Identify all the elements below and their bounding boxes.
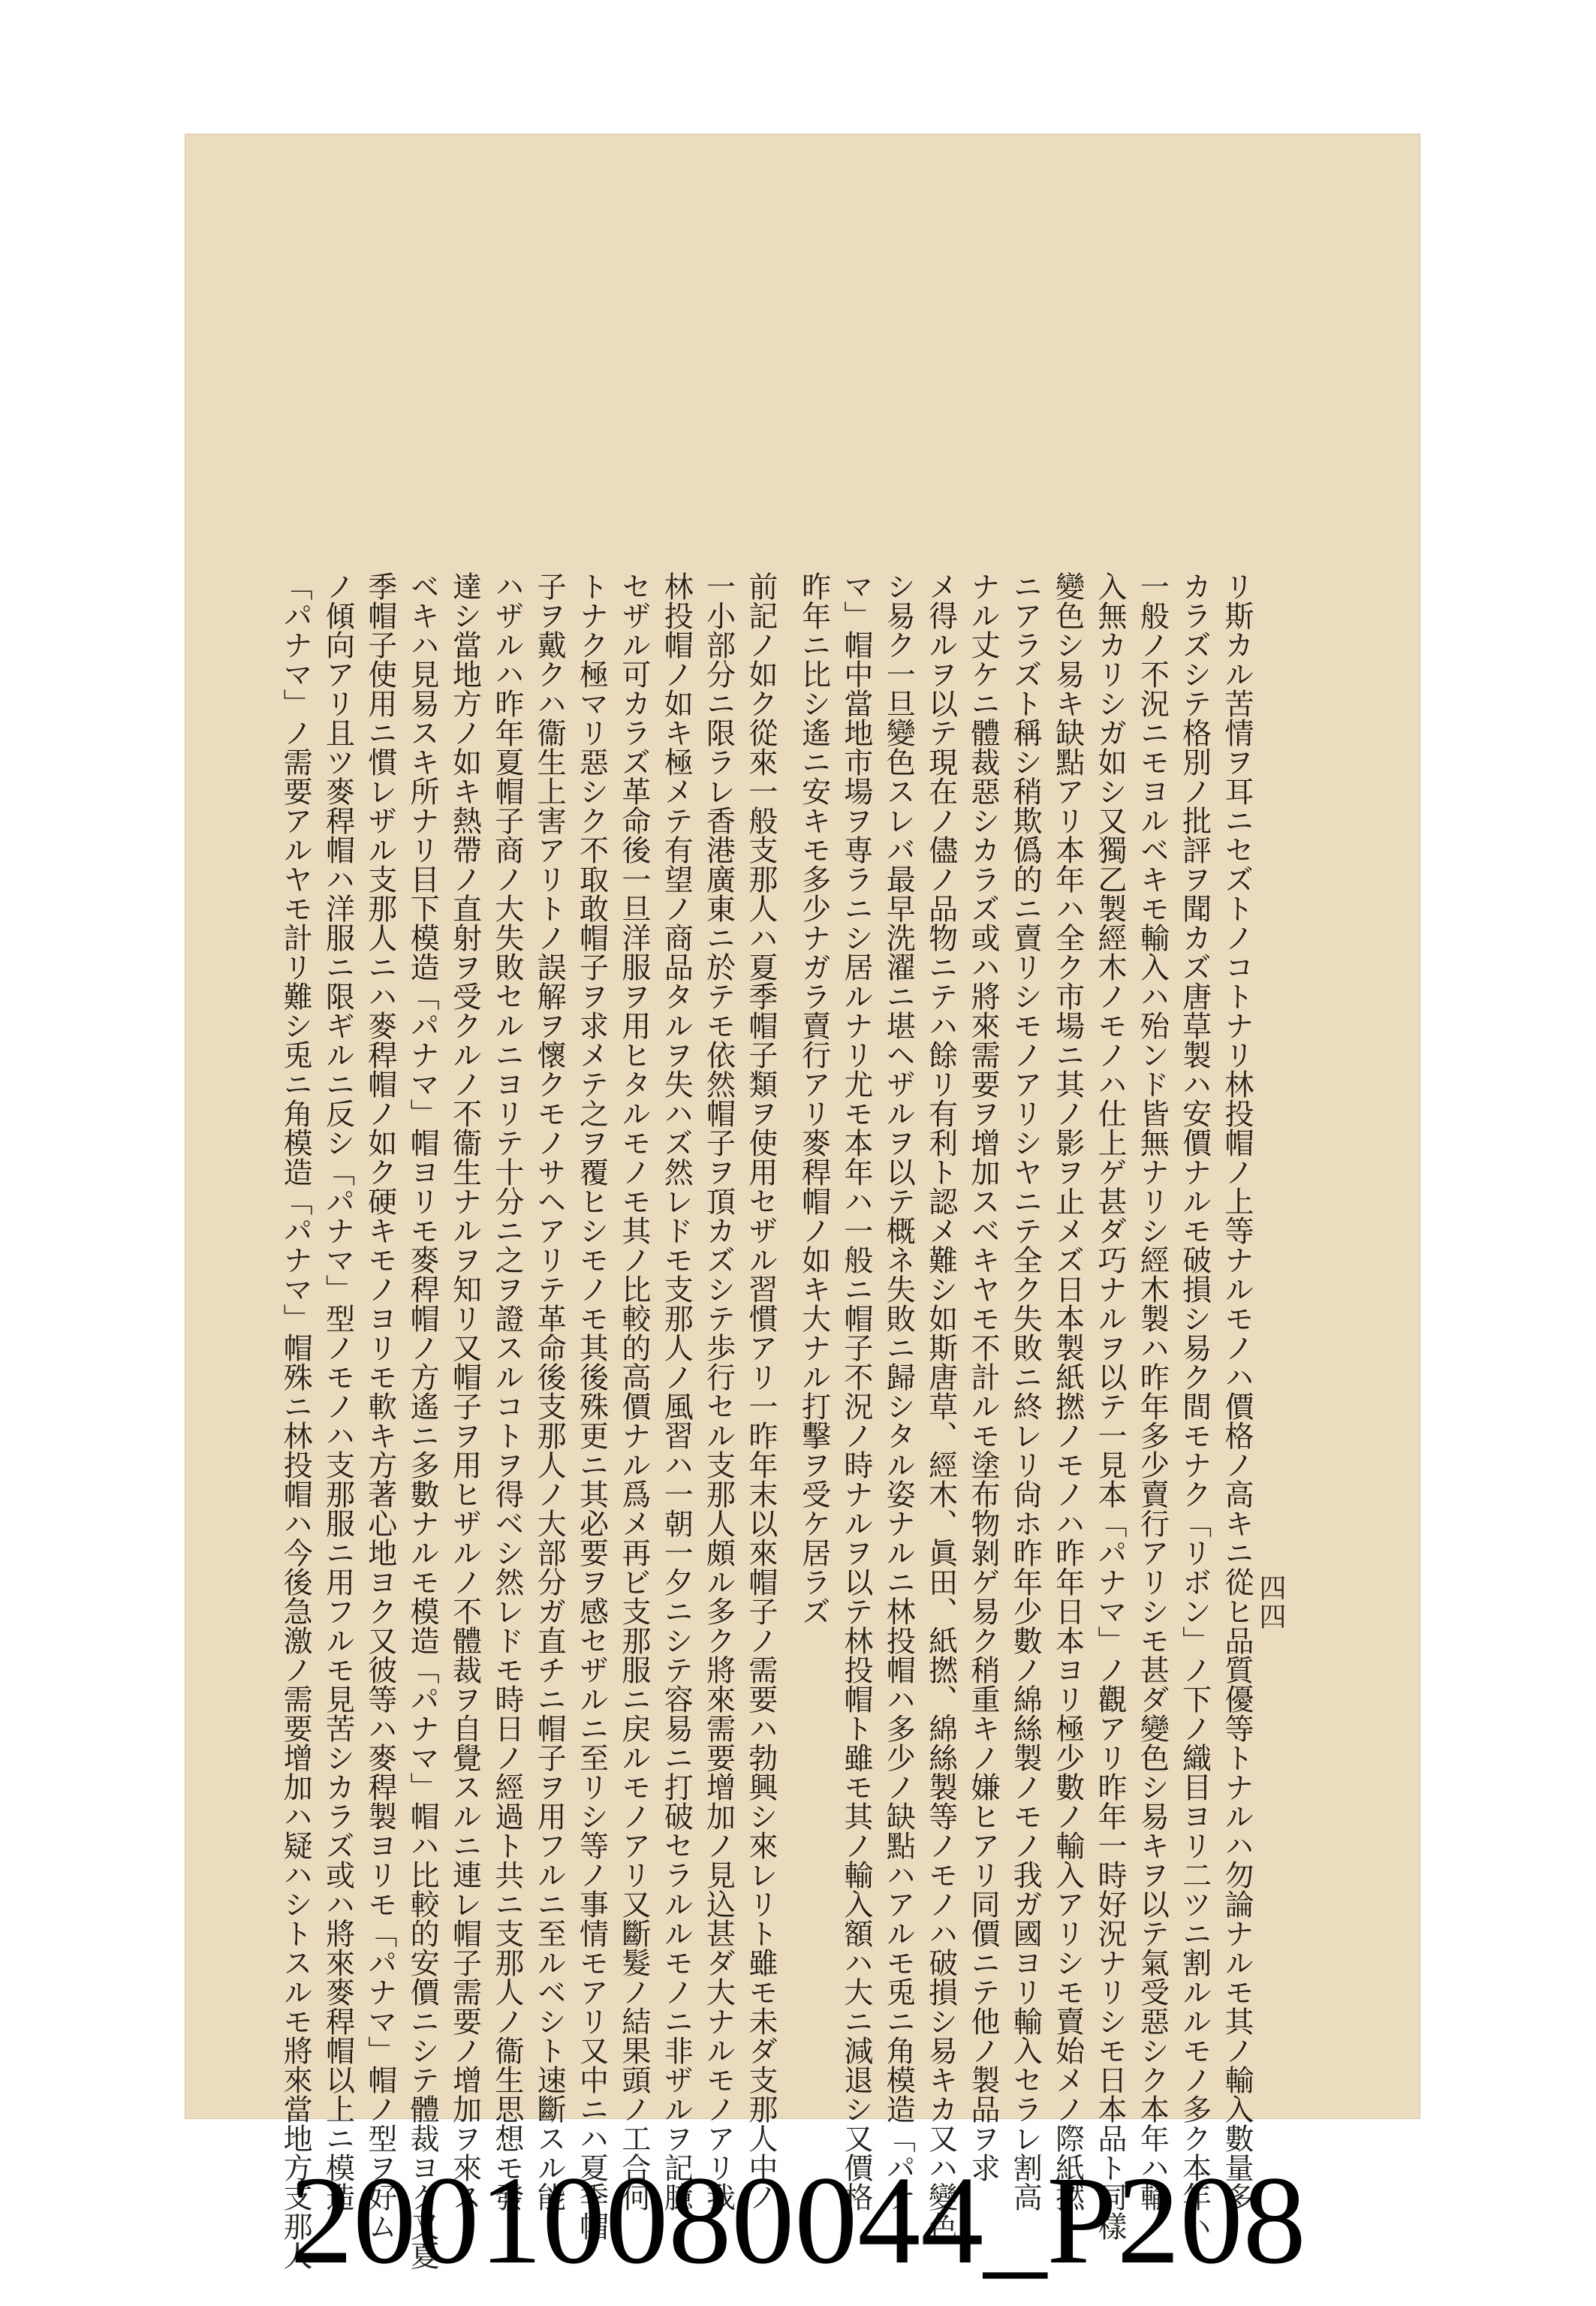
image-caption-id: 20010080044_P208 [290, 2151, 1306, 2290]
text-line: 子ヲ戴クハ衞生上害アリトノ誤解ヲ懷クモノサヘアリテ革命後支那人ノ大部分ガ直チニ帽子ヲ用フルニ至ルベシト速斷スル能 [532, 571, 567, 2211]
text-line: ノ傾向アリ且ツ麥稈帽ハ洋服ニ限ギルニ反シ「パナマ」型ノモノハ支那服ニ用フルモ見苦シカラズ或ハ將來麥稈帽以上ニ模造 [321, 571, 355, 2211]
text-line: トナク極マリ惡シク不取敢帽子ヲ求メテ之ヲ覆ヒシモノモ其後殊更ニ其必要ヲ感セザルニ至リシ等ノ事情モアリ又中ニハ夏季帽 [574, 571, 609, 2241]
text-line: リ斯カル苦情ヲ耳ニセズトノコトナリ林投帽ノ上等ナルモノハ價格ノ高キニ從ヒ品質優等トナルハ勿論ナルモ其ノ輸入數量多 [1220, 571, 1254, 2211]
text-line: 前記ノ如ク從來一般支那人ハ夏季帽子類ヲ使用セザル習慣アリ一昨年末以來帽子ノ需要ハ勃興シ來レリト雖モ未ダ支那人中ノ [743, 571, 778, 2211]
text-line: 林投帽ノ如キ極メテ有望ノ商品タルヲ失ハズ然レドモ支那人ノ風習ハ一朝一夕ニシテ容易ニ打破セラルルモノニ非ザルヲ記臆 [659, 571, 694, 2211]
text-line: 一小部分ニ限ラレ香港廣東ニ於テモ依然帽子ヲ頂カズシテ歩行セル支那人頗ル多ク將來需要增加ノ見込甚ダ大ナルモノアリ我 [701, 571, 736, 2211]
text-line: 變色シ易キ缺點アリ本年ハ全ク市場ニ其ノ影ヲ止メズ日本製紙撚ノモノハ昨年日本ヨリ極少數ノ輸入アリシモ賣始メノ際紙撚 [1050, 571, 1085, 2211]
text-line: ベキハ見易スキ所ナリ目下模造「パナマ」帽ヨリモ麥稈帽ノ方遙ニ多數ナルモ模造「パナマ」帽ハ比較的安價ニシテ體裁ヨク又夏 [405, 571, 440, 2270]
text-line: カラズシテ格別ノ批評ヲ聞カズ唐草製ハ安價ナルモ破損シ易ク間モナク「リボン」ノ下ノ織目ヨリ二ツニ割ルルモノ多ク本年ハ [1177, 571, 1212, 2241]
text-line: 達シ當地方ノ如キ熱帶ノ直射ヲ受クルノ不衞生ナルヲ知リ又帽子ヲ用ヒザルノ不體裁ヲ自覺スルニ連レ帽子需要ノ增加ヲ來ス [447, 571, 482, 2211]
page-number: 四四 [1255, 1574, 1286, 1631]
text-line: セザル可カラズ革命後一旦洋服ヲ用ヒタルモノモ其ノ比較的高價ナル爲メ再ビ支那服ニ戻ルモノアリ又斷髮ノ結果頭ノ工合何 [616, 571, 651, 2211]
text-line: 「パナマ」ノ需要アルヤモ計リ難シ兎ニ角模造「パナマ」帽殊ニ林投帽ハ今後急激ノ需要增加ハ疑ハシトスルモ將來當地方支那人 [279, 571, 313, 2270]
text-line: シ易ク一旦變色スレバ最早洗濯ニ堪ヘザルヲ以テ概ネ失敗ニ歸シタル姿ナルニ林投帽ハ多少ノ缺點ハアルモ兎ニ角模造「パナ [881, 571, 916, 2211]
text-line: マ」帽中當地市場ヲ専ラニシ居ルナリ尤モ本年ハ一般ニ帽子不況ノ時ナルヲ以テ林投帽ト雖モ其ノ輸入額ハ大ニ減退シ又價格 [839, 571, 873, 2211]
text-line: 季帽子使用ニ慣レザル支那人ニハ麥稈帽ノ如ク硬キモノヨリモ軟キ方著心地ヨク又彼等ハ麥稈製ヨリモ「パナマ」帽ノ型ヲ好ム [363, 571, 397, 2241]
text-line: 昨年ニ比シ遙ニ安キモ多少ナガラ賣行アリ麥稈帽ノ如キ大ナル打擊ヲ受ケ居ラズ [796, 571, 831, 1626]
text-line: ハザルハ昨年夏帽子商ノ大失敗セルニヨリテ十分ニ之ヲ證スルコトヲ得ベシ然レドモ時日ノ經過ト共ニ支那人ノ衞生思想モ發 [489, 571, 524, 2211]
text-line: ナル丈ケニ體裁惡シカラズ或ハ將來需要ヲ增加スベキヤモ不計ルモ塗布物剝ゲ易ク稍重キノ嫌ヒアリ同價ニテ他ノ製品ヲ求 [965, 571, 1000, 2182]
text-line: 一般ノ不況ニモヨルベキモ輸入ハ殆ンド皆無ナリシ經木製ハ昨年多少賣行アリシモ甚ダ變色シ易キヲ以テ氣受惡シク本年ハ輸 [1135, 571, 1170, 2211]
text-line: ニアラズト稱シ稍欺僞的ニ賣リシモノアリシヤニテ全ク失敗ニ終レリ尙ホ昨年少數ノ綿絲製ノモノ我ガ國ヨリ輸入セラレ割高 [1008, 571, 1043, 2211]
text-line: メ得ルヲ以テ現在ノ儘ノ品物ニテハ餘リ有利ト認メ難シ如斯唐草、經木、眞田、紙撚、綿絲製等ノモノハ破損シ易キカ又ハ變色 [923, 571, 958, 2241]
text-line: 入無カリシガ如シ又獨乙製經木ノモノハ仕上ゲ甚ダ巧ナルヲ以テ一見本「パナマ」ノ觀アリ昨年一時好況ナリシモ日本品ト同樣 [1092, 571, 1127, 2241]
